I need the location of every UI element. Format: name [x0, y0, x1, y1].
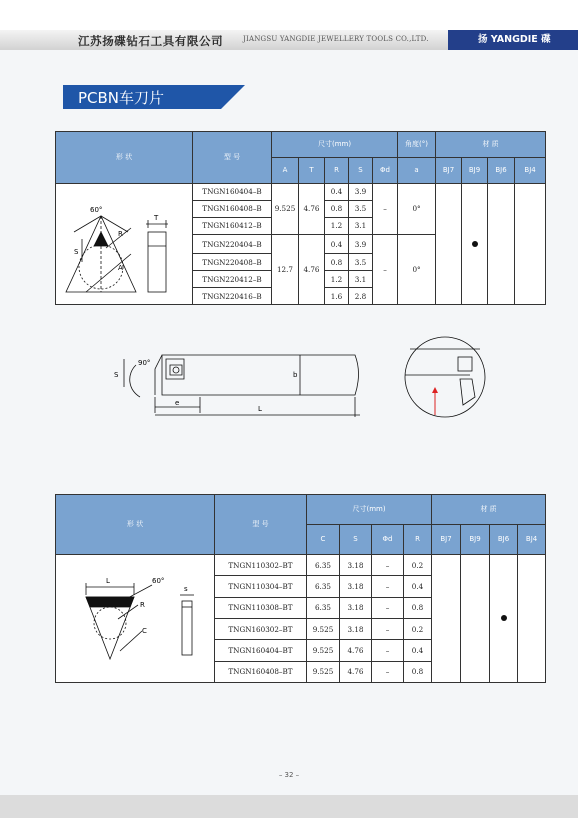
insert-shape-drawing [56, 555, 215, 683]
header-shape: 形 状 [56, 132, 193, 184]
company-name-cn: 江苏扬碟钻石工具有限公司 [78, 34, 224, 48]
insert-drawing-svg [56, 555, 215, 681]
label-A: A [118, 264, 123, 272]
section-title-text: PCBN车刀片 [78, 89, 165, 107]
insert-shape-drawing [56, 184, 193, 305]
bj7-cell [432, 555, 461, 683]
label-L: L [258, 405, 262, 413]
s-value: 3.9 [349, 184, 373, 201]
a-value: 9.525 [272, 184, 299, 235]
s-value: 3.5 [349, 254, 373, 271]
phi-value: – [372, 619, 404, 640]
header-T: T [299, 158, 325, 184]
header-shape: 形 状 [56, 495, 215, 555]
label-R: R [140, 601, 145, 609]
header-material: 材 质 [436, 132, 546, 158]
model-cell: TNGN220412–B [193, 271, 272, 288]
r-value: 1.2 [325, 271, 349, 288]
label-S-holder: S [114, 371, 119, 379]
r-value: 0.2 [404, 619, 432, 640]
header-model: 型 号 [193, 132, 272, 184]
header-bj9: BJ9 [462, 158, 488, 184]
s-value: 3.1 [349, 271, 373, 288]
a-value: 12.7 [272, 235, 299, 305]
c-value: 9.525 [307, 640, 340, 661]
s-value: 4.76 [340, 640, 372, 661]
r-value: 1.2 [325, 218, 349, 235]
header-angle: 角度(°) [398, 132, 436, 158]
phi-value: – [372, 640, 404, 661]
label-90deg: 90° [138, 359, 151, 367]
r-value: 0.8 [325, 254, 349, 271]
header-size: 尺寸(mm) [272, 132, 398, 158]
r-value: 0.4 [404, 576, 432, 597]
bj4-cell [518, 555, 546, 683]
t-value: 4.76 [299, 184, 325, 235]
model-cell: TNGN220404–B [193, 235, 272, 254]
label-60deg: 60° [152, 577, 165, 585]
phi-value: – [372, 555, 404, 576]
model-cell: TNGN110308–BT [215, 597, 307, 618]
header-a: a [398, 158, 436, 184]
label-b: b [293, 371, 298, 379]
label-R: R [118, 230, 123, 238]
header-S: S [340, 525, 372, 555]
model-cell: TNGN110304–BT [215, 576, 307, 597]
model-cell: TNGN160404–B [193, 184, 272, 201]
bj6-cell [488, 184, 515, 305]
header-A: A [272, 158, 299, 184]
phi-value: – [373, 184, 398, 235]
model-cell: TNGN160412–B [193, 218, 272, 235]
label-C: C [142, 627, 147, 635]
s-value: 4.76 [340, 661, 372, 682]
label-S: S [74, 248, 79, 256]
r-value: 0.4 [325, 184, 349, 201]
model-cell: TNGN160404–BT [215, 640, 307, 661]
label-s: s [184, 585, 188, 593]
model-cell: TNGN220416–B [193, 288, 272, 305]
r-value: 1.6 [325, 288, 349, 305]
pcbn-insert-table-1 [55, 131, 546, 305]
header-bj6: BJ6 [488, 158, 515, 184]
model-cell: TNGN160302–BT [215, 619, 307, 640]
header-C: C [307, 525, 340, 555]
tool-holder-drawing [100, 335, 500, 425]
header-bj9: BJ9 [461, 525, 490, 555]
phi-value: – [373, 235, 398, 305]
c-value: 9.525 [307, 619, 340, 640]
label-e: e [175, 399, 180, 407]
header-phi-d: Φd [373, 158, 398, 184]
r-value: 0.8 [404, 597, 432, 618]
model-cell: TNGN160408–BT [215, 661, 307, 682]
label-T: T [154, 214, 159, 222]
brand-logo [448, 30, 578, 50]
phi-value: – [372, 661, 404, 682]
s-value: 3.5 [349, 201, 373, 218]
bj9-cell [462, 184, 488, 305]
pcbn-insert-table-2 [55, 494, 546, 683]
model-cell: TNGN160408–B [193, 201, 272, 218]
model-cell: TNGN110302–BT [215, 555, 307, 576]
material-marker [472, 241, 478, 247]
bj7-cell [436, 184, 462, 305]
s-value: 3.18 [340, 555, 372, 576]
s-value: 2.8 [349, 288, 373, 305]
company-name-en: JIANGSU YANGDIE JEWELLERY TOOLS CO.,LTD. [243, 35, 429, 43]
s-value: 3.9 [349, 235, 373, 254]
r-value: 0.8 [325, 201, 349, 218]
angle-value: 0° [398, 235, 436, 305]
r-value: 0.2 [404, 555, 432, 576]
r-value: 0.8 [404, 661, 432, 682]
bj4-cell [515, 184, 546, 305]
s-value: 3.18 [340, 597, 372, 618]
s-value: 3.18 [340, 619, 372, 640]
model-cell: TNGN220408–B [193, 254, 272, 271]
header-bj7: BJ7 [432, 525, 461, 555]
t-value: 4.76 [299, 235, 325, 305]
phi-value: – [372, 597, 404, 618]
page-header [0, 30, 578, 50]
label-60deg: 60° [90, 206, 103, 214]
r-value: 0.4 [404, 640, 432, 661]
s-value: 3.1 [349, 218, 373, 235]
page-footer-band [0, 795, 578, 818]
header-bj4: BJ4 [518, 525, 546, 555]
c-value: 6.35 [307, 597, 340, 618]
bj6-cell [490, 555, 518, 683]
header-bj7: BJ7 [436, 158, 462, 184]
r-value: 0.4 [325, 235, 349, 254]
material-marker [501, 615, 507, 621]
angle-value: 0° [398, 184, 436, 235]
header-S: S [349, 158, 373, 184]
header-bj6: BJ6 [490, 525, 518, 555]
header-phi-d: Φd [372, 525, 404, 555]
header-R: R [325, 158, 349, 184]
label-L: L [106, 577, 110, 585]
phi-value: – [372, 576, 404, 597]
header-R: R [404, 525, 432, 555]
header-material: 材 质 [432, 495, 546, 525]
s-value: 3.18 [340, 576, 372, 597]
c-value: 6.35 [307, 555, 340, 576]
brand-logo-text: 扬 YANGDIE 碟 [478, 34, 551, 45]
page-number: – 32 – [278, 771, 300, 779]
header-model: 型 号 [215, 495, 307, 555]
header-size: 尺寸(mm) [307, 495, 432, 525]
c-value: 9.525 [307, 661, 340, 682]
insert-drawing-svg [56, 184, 193, 303]
bj9-cell [461, 555, 490, 683]
header-bj4: BJ4 [515, 158, 546, 184]
c-value: 6.35 [307, 576, 340, 597]
